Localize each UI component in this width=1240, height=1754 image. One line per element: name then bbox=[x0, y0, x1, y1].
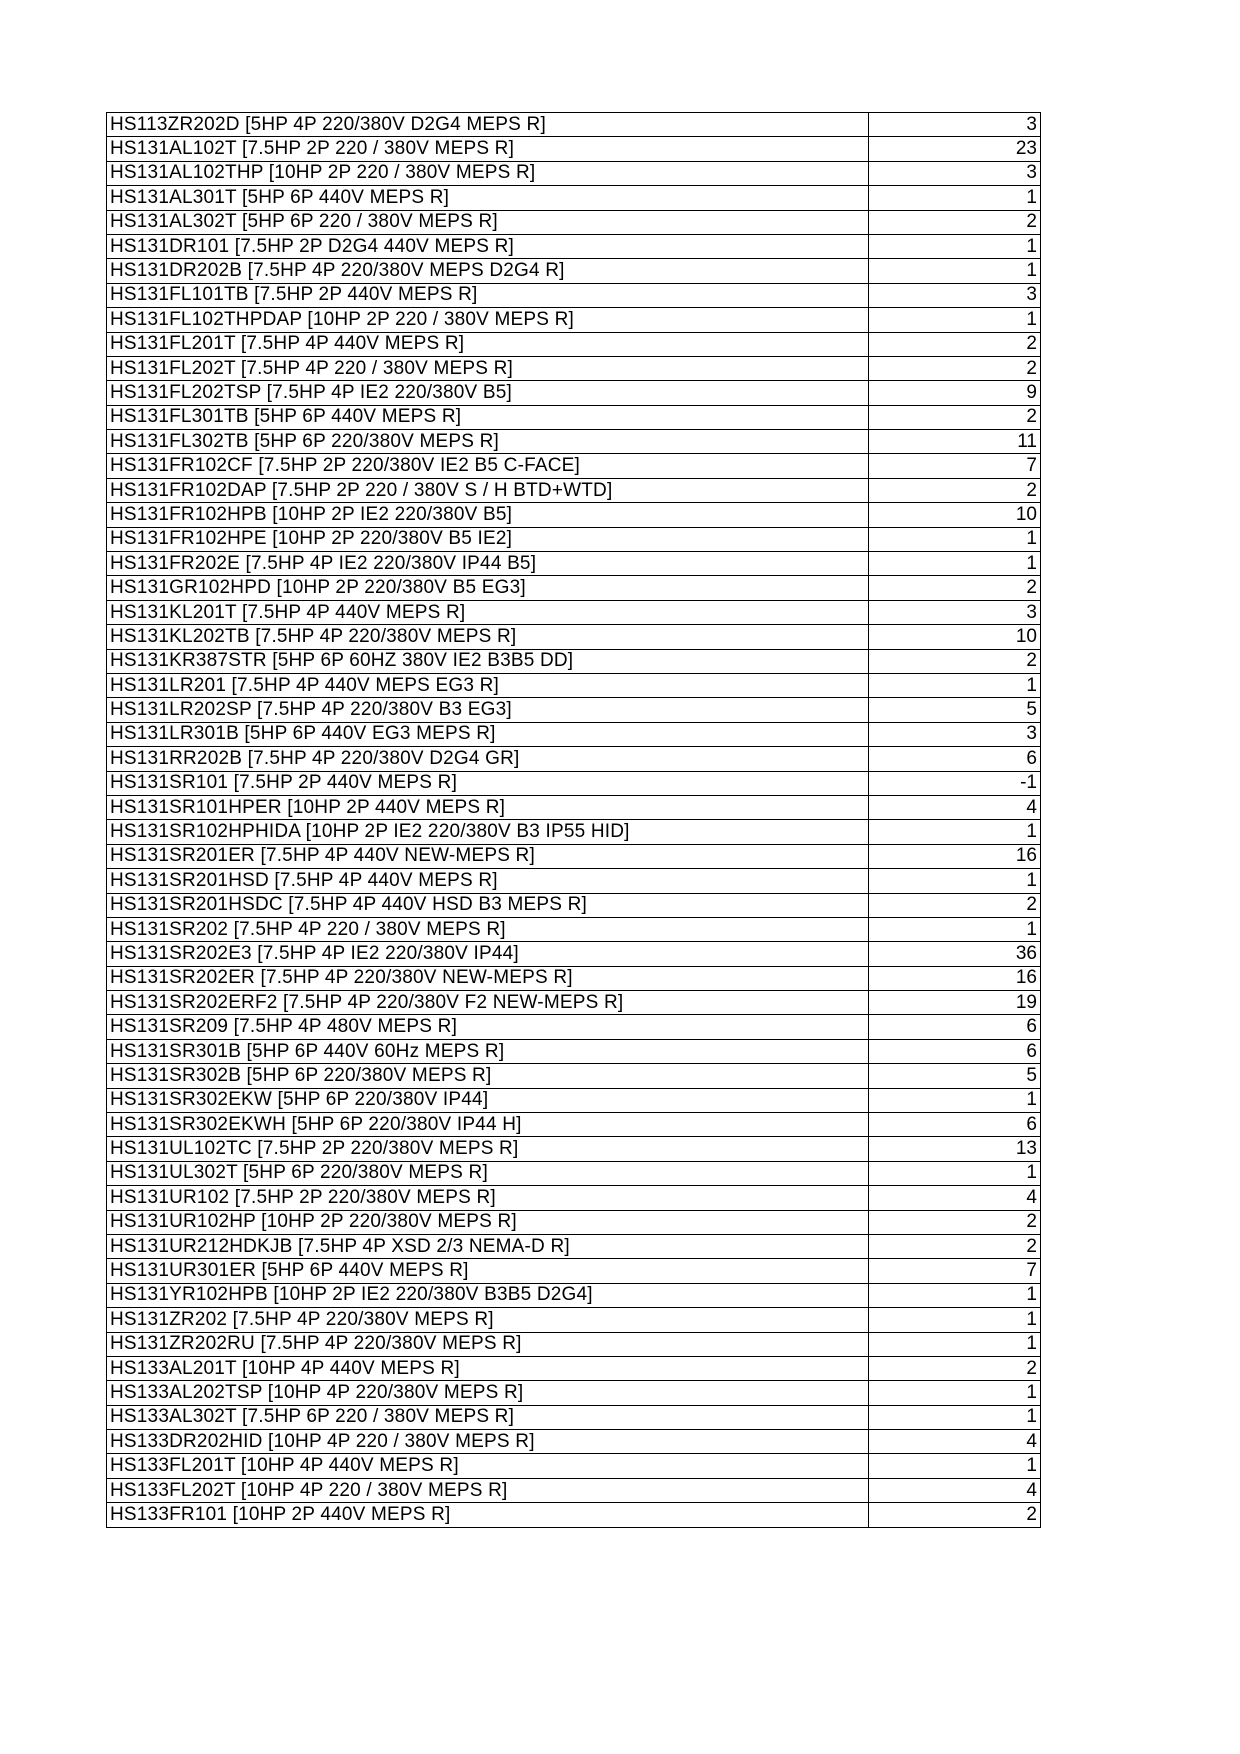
quantity-cell: 16 bbox=[869, 844, 1041, 868]
quantity-cell: 5 bbox=[869, 698, 1041, 722]
quantity-cell: 13 bbox=[869, 1137, 1041, 1161]
quantity-cell: 4 bbox=[869, 1186, 1041, 1210]
table-row bbox=[107, 210, 1041, 234]
quantity-cell: 10 bbox=[869, 625, 1041, 649]
quantity-cell: 6 bbox=[869, 1015, 1041, 1039]
table-row bbox=[107, 503, 1041, 527]
item-description-cell: HS131SR202E3 [7.5HP 4P IE2 220/380V IP44] bbox=[107, 942, 869, 966]
table-row bbox=[107, 869, 1041, 893]
item-description-cell: HS131SR201ER [7.5HP 4P 440V NEW-MEPS R] bbox=[107, 844, 869, 868]
table-row bbox=[107, 356, 1041, 380]
item-description-cell: HS133AL302T [7.5HP 6P 220 / 380V MEPS R] bbox=[107, 1405, 869, 1429]
item-description-cell: HS131SR202 [7.5HP 4P 220 / 380V MEPS R] bbox=[107, 917, 869, 941]
table-row bbox=[107, 1015, 1041, 1039]
item-description-cell: HS131ZR202RU [7.5HP 4P 220/380V MEPS R] bbox=[107, 1332, 869, 1356]
item-description-cell: HS131SR209 [7.5HP 4P 480V MEPS R] bbox=[107, 1015, 869, 1039]
item-description-cell: HS133FR101 [10HP 2P 440V MEPS R] bbox=[107, 1503, 869, 1527]
item-description-cell: HS131AL102T [7.5HP 2P 220 / 380V MEPS R] bbox=[107, 137, 869, 161]
item-description-cell: HS131AL301T [5HP 6P 440V MEPS R] bbox=[107, 186, 869, 210]
item-description-cell: HS131KL202TB [7.5HP 4P 220/380V MEPS R] bbox=[107, 625, 869, 649]
quantity-cell: 2 bbox=[869, 405, 1041, 429]
inventory-table-body bbox=[107, 113, 1041, 1528]
quantity-cell: 1 bbox=[869, 1405, 1041, 1429]
item-description-cell: HS133FL202T [10HP 4P 220 / 380V MEPS R] bbox=[107, 1478, 869, 1502]
quantity-cell: 1 bbox=[869, 552, 1041, 576]
item-description-cell: HS131FR102CF [7.5HP 2P 220/380V IE2 B5 C-FACE] bbox=[107, 454, 869, 478]
item-description-cell: HS131LR301B [5HP 6P 440V EG3 MEPS R] bbox=[107, 722, 869, 746]
item-description-cell: HS131ZR202 [7.5HP 4P 220/380V MEPS R] bbox=[107, 1308, 869, 1332]
item-description-cell: HS131FL302TB [5HP 6P 220/380V MEPS R] bbox=[107, 430, 869, 454]
item-description-cell: HS133AL202TSP [10HP 4P 220/380V MEPS R] bbox=[107, 1381, 869, 1405]
table-row bbox=[107, 649, 1041, 673]
table-row bbox=[107, 283, 1041, 307]
quantity-cell: 3 bbox=[869, 600, 1041, 624]
item-description-cell: HS131DR101 [7.5HP 2P D2G4 440V MEPS R] bbox=[107, 234, 869, 258]
item-description-cell: HS131FL101TB [7.5HP 2P 440V MEPS R] bbox=[107, 283, 869, 307]
quantity-cell: 1 bbox=[869, 259, 1041, 283]
quantity-cell: 2 bbox=[869, 576, 1041, 600]
item-description-cell: HS131UR102 [7.5HP 2P 220/380V MEPS R] bbox=[107, 1186, 869, 1210]
table-row bbox=[107, 747, 1041, 771]
table-row bbox=[107, 698, 1041, 722]
table-row bbox=[107, 259, 1041, 283]
quantity-cell: 2 bbox=[869, 1234, 1041, 1258]
table-row bbox=[107, 1259, 1041, 1283]
quantity-cell: 7 bbox=[869, 454, 1041, 478]
item-description-cell: HS131SR302B [5HP 6P 220/380V MEPS R] bbox=[107, 1064, 869, 1088]
table-row bbox=[107, 771, 1041, 795]
table-row bbox=[107, 673, 1041, 697]
quantity-cell: 2 bbox=[869, 478, 1041, 502]
table-row bbox=[107, 1137, 1041, 1161]
table-row bbox=[107, 966, 1041, 990]
item-description-cell: HS131SR101 [7.5HP 2P 440V MEPS R] bbox=[107, 771, 869, 795]
quantity-cell: 6 bbox=[869, 747, 1041, 771]
quantity-cell: 6 bbox=[869, 1039, 1041, 1063]
table-row bbox=[107, 942, 1041, 966]
item-description-cell: HS131UL302T [5HP 6P 220/380V MEPS R] bbox=[107, 1161, 869, 1185]
table-row bbox=[107, 1161, 1041, 1185]
quantity-cell: 6 bbox=[869, 1113, 1041, 1137]
table-row bbox=[107, 1430, 1041, 1454]
quantity-cell: 1 bbox=[869, 1332, 1041, 1356]
table-row bbox=[107, 478, 1041, 502]
quantity-cell: 1 bbox=[869, 673, 1041, 697]
item-description-cell: HS131FL301TB [5HP 6P 440V MEPS R] bbox=[107, 405, 869, 429]
table-row bbox=[107, 1088, 1041, 1112]
quantity-cell: 10 bbox=[869, 503, 1041, 527]
quantity-cell: 2 bbox=[869, 1356, 1041, 1380]
quantity-cell: 1 bbox=[869, 1308, 1041, 1332]
quantity-cell: 36 bbox=[869, 942, 1041, 966]
quantity-cell: 1 bbox=[869, 1381, 1041, 1405]
table-row bbox=[107, 1405, 1041, 1429]
table-row bbox=[107, 308, 1041, 332]
table-row bbox=[107, 893, 1041, 917]
quantity-cell: 4 bbox=[869, 1478, 1041, 1502]
item-description-cell: HS131SR301B [5HP 6P 440V 60Hz MEPS R] bbox=[107, 1039, 869, 1063]
quantity-cell: 5 bbox=[869, 1064, 1041, 1088]
table-row bbox=[107, 234, 1041, 258]
item-description-cell: HS133AL201T [10HP 4P 440V MEPS R] bbox=[107, 1356, 869, 1380]
quantity-cell: 9 bbox=[869, 381, 1041, 405]
table-row bbox=[107, 137, 1041, 161]
table-row bbox=[107, 527, 1041, 551]
item-description-cell: HS131SR302EKW [5HP 6P 220/380V IP44] bbox=[107, 1088, 869, 1112]
quantity-cell: 2 bbox=[869, 893, 1041, 917]
table-row bbox=[107, 917, 1041, 941]
item-description-cell: HS131SR101HPER [10HP 2P 440V MEPS R] bbox=[107, 795, 869, 819]
table-row bbox=[107, 405, 1041, 429]
item-description-cell: HS131AL302T [5HP 6P 220 / 380V MEPS R] bbox=[107, 210, 869, 234]
quantity-cell: 23 bbox=[869, 137, 1041, 161]
item-description-cell: HS131UR212HDKJB [7.5HP 4P XSD 2/3 NEMA-D R] bbox=[107, 1234, 869, 1258]
quantity-cell: 2 bbox=[869, 1210, 1041, 1234]
table-row bbox=[107, 1039, 1041, 1063]
table-row bbox=[107, 332, 1041, 356]
quantity-cell: 19 bbox=[869, 991, 1041, 1015]
item-description-cell: HS131SR102HPHIDA [10HP 2P IE2 220/380V B3 IP55 HID] bbox=[107, 820, 869, 844]
item-description-cell: HS131FR102HPE [10HP 2P 220/380V B5 IE2] bbox=[107, 527, 869, 551]
item-description-cell: HS131SR201HSD [7.5HP 4P 440V MEPS R] bbox=[107, 869, 869, 893]
table-row bbox=[107, 1308, 1041, 1332]
quantity-cell: 3 bbox=[869, 161, 1041, 185]
table-row bbox=[107, 454, 1041, 478]
quantity-cell: 1 bbox=[869, 869, 1041, 893]
table-row bbox=[107, 820, 1041, 844]
table-row bbox=[107, 1332, 1041, 1356]
table-row bbox=[107, 600, 1041, 624]
quantity-cell: 2 bbox=[869, 356, 1041, 380]
item-description-cell: HS131FR202E [7.5HP 4P IE2 220/380V IP44 B5] bbox=[107, 552, 869, 576]
table-row bbox=[107, 1064, 1041, 1088]
table-row bbox=[107, 381, 1041, 405]
item-description-cell: HS131LR202SP [7.5HP 4P 220/380V B3 EG3] bbox=[107, 698, 869, 722]
quantity-cell: 11 bbox=[869, 430, 1041, 454]
item-description-cell: HS131UR301ER [5HP 6P 440V MEPS R] bbox=[107, 1259, 869, 1283]
quantity-cell: 3 bbox=[869, 722, 1041, 746]
item-description-cell: HS131KL201T [7.5HP 4P 440V MEPS R] bbox=[107, 600, 869, 624]
quantity-cell: 2 bbox=[869, 332, 1041, 356]
item-description-cell: HS133DR202HID [10HP 4P 220 / 380V MEPS R] bbox=[107, 1430, 869, 1454]
quantity-cell: 1 bbox=[869, 1454, 1041, 1478]
quantity-cell: 2 bbox=[869, 649, 1041, 673]
quantity-cell: 3 bbox=[869, 283, 1041, 307]
quantity-cell: 1 bbox=[869, 1088, 1041, 1112]
table-row bbox=[107, 1454, 1041, 1478]
item-description-cell: HS131GR102HPD [10HP 2P 220/380V B5 EG3] bbox=[107, 576, 869, 600]
quantity-cell: 1 bbox=[869, 917, 1041, 941]
table-row bbox=[107, 1381, 1041, 1405]
table-row bbox=[107, 552, 1041, 576]
item-description-cell: HS131SR202ERF2 [7.5HP 4P 220/380V F2 NEW-MEPS R] bbox=[107, 991, 869, 1015]
quantity-cell: 1 bbox=[869, 234, 1041, 258]
quantity-cell: 1 bbox=[869, 527, 1041, 551]
table-row bbox=[107, 991, 1041, 1015]
item-description-cell: HS131FL201T [7.5HP 4P 440V MEPS R] bbox=[107, 332, 869, 356]
quantity-cell: 1 bbox=[869, 186, 1041, 210]
quantity-cell: 3 bbox=[869, 113, 1041, 137]
table-row bbox=[107, 1283, 1041, 1307]
item-description-cell: HS131AL102THP [10HP 2P 220 / 380V MEPS R] bbox=[107, 161, 869, 185]
table-row bbox=[107, 1234, 1041, 1258]
item-description-cell: HS131UL102TC [7.5HP 2P 220/380V MEPS R] bbox=[107, 1137, 869, 1161]
quantity-cell: 16 bbox=[869, 966, 1041, 990]
item-description-cell: HS113ZR202D [5HP 4P 220/380V D2G4 MEPS R] bbox=[107, 113, 869, 137]
table-row bbox=[107, 1478, 1041, 1502]
table-row bbox=[107, 1503, 1041, 1527]
quantity-cell: 1 bbox=[869, 820, 1041, 844]
table-row bbox=[107, 1186, 1041, 1210]
table-row bbox=[107, 186, 1041, 210]
quantity-cell: 1 bbox=[869, 1283, 1041, 1307]
table-row bbox=[107, 1356, 1041, 1380]
item-description-cell: HS131FL202TSP [7.5HP 4P IE2 220/380V B5] bbox=[107, 381, 869, 405]
table-row bbox=[107, 625, 1041, 649]
item-description-cell: HS131FL202T [7.5HP 4P 220 / 380V MEPS R] bbox=[107, 356, 869, 380]
table-row bbox=[107, 795, 1041, 819]
item-description-cell: HS131FR102HPB [10HP 2P IE2 220/380V B5] bbox=[107, 503, 869, 527]
quantity-cell: 1 bbox=[869, 1161, 1041, 1185]
table-row bbox=[107, 430, 1041, 454]
item-description-cell: HS131LR201 [7.5HP 4P 440V MEPS EG3 R] bbox=[107, 673, 869, 697]
item-description-cell: HS131UR102HP [10HP 2P 220/380V MEPS R] bbox=[107, 1210, 869, 1234]
quantity-cell: -1 bbox=[869, 771, 1041, 795]
quantity-cell: 4 bbox=[869, 1430, 1041, 1454]
item-description-cell: HS131SR302EKWH [5HP 6P 220/380V IP44 H] bbox=[107, 1113, 869, 1137]
item-description-cell: HS131FR102DAP [7.5HP 2P 220 / 380V S / H BTD+WTD] bbox=[107, 478, 869, 502]
item-description-cell: HS131KR387STR [5HP 6P 60HZ 380V IE2 B3B5 DD] bbox=[107, 649, 869, 673]
table-row bbox=[107, 844, 1041, 868]
quantity-cell: 1 bbox=[869, 308, 1041, 332]
quantity-cell: 4 bbox=[869, 795, 1041, 819]
table-row bbox=[107, 161, 1041, 185]
quantity-cell: 7 bbox=[869, 1259, 1041, 1283]
item-description-cell: HS131SR202ER [7.5HP 4P 220/380V NEW-MEPS R] bbox=[107, 966, 869, 990]
table-row bbox=[107, 1113, 1041, 1137]
item-description-cell: HS131YR102HPB [10HP 2P IE2 220/380V B3B5 D2G4] bbox=[107, 1283, 869, 1307]
item-description-cell: HS131DR202B [7.5HP 4P 220/380V MEPS D2G4 R] bbox=[107, 259, 869, 283]
table-row bbox=[107, 113, 1041, 137]
table-row bbox=[107, 576, 1041, 600]
item-description-cell: HS131FL102THPDAP [10HP 2P 220 / 380V MEPS R] bbox=[107, 308, 869, 332]
table-row bbox=[107, 722, 1041, 746]
item-description-cell: HS131RR202B [7.5HP 4P 220/380V D2G4 GR] bbox=[107, 747, 869, 771]
item-description-cell: HS131SR201HSDC [7.5HP 4P 440V HSD B3 MEPS R] bbox=[107, 893, 869, 917]
item-description-cell: HS133FL201T [10HP 4P 440V MEPS R] bbox=[107, 1454, 869, 1478]
quantity-cell: 2 bbox=[869, 210, 1041, 234]
quantity-cell: 2 bbox=[869, 1503, 1041, 1527]
table-row bbox=[107, 1210, 1041, 1234]
inventory-table bbox=[106, 112, 1041, 1528]
